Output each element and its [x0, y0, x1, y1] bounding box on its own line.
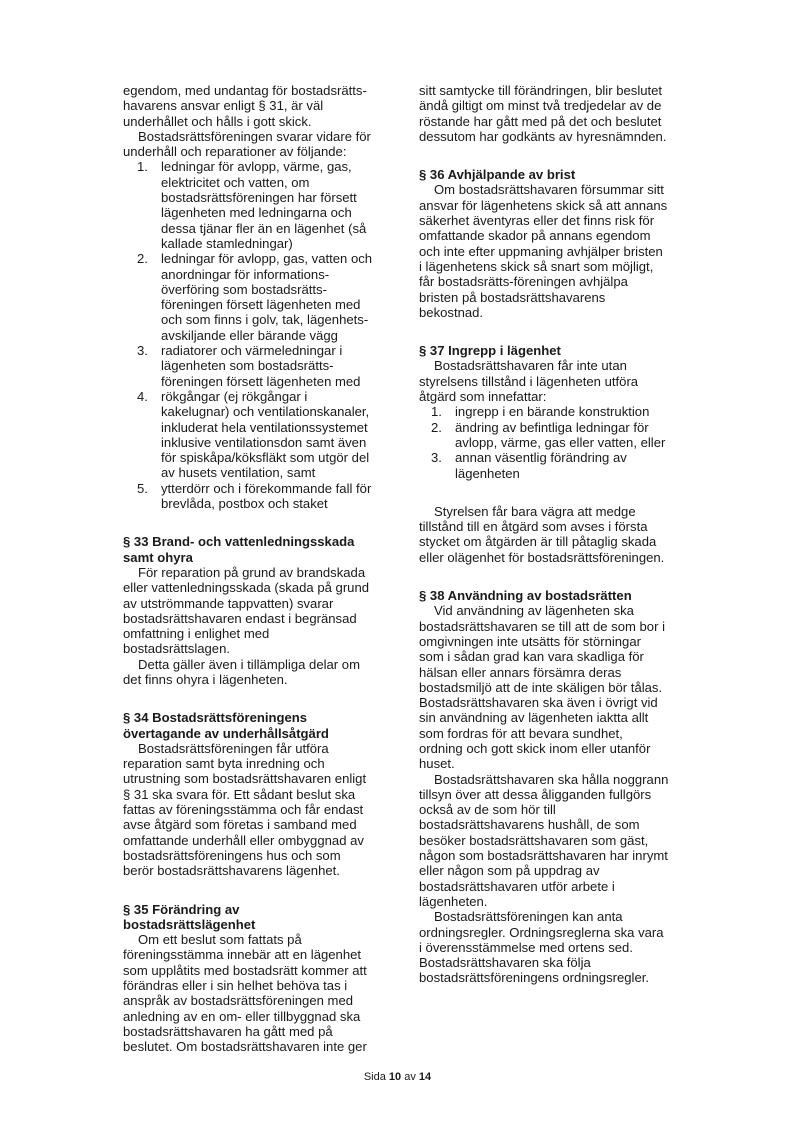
- page-label: Sida: [363, 1071, 386, 1083]
- list-item: [123, 389, 373, 481]
- section-heading-33: § 33 Brand- och vattenledningsskada samt ohyra: [123, 534, 355, 565]
- paragraph: För reparation på grund av brandskada eller vattenledningsskada (skada på grund av utströmmande tappvatten) svarar bostadsrättshavaren endast i begränsad omfattning i enlighet med bostadsrättslagen.: [123, 564, 370, 657]
- section-heading-34: § 34 Bostadsrättsföreningens övertagande av underhållsåtgärd: [123, 710, 329, 741]
- list-item: [123, 159, 373, 251]
- paragraph: Vid användning av lägenheten ska bostadsrättshavaren se till att de som bor i omgivningen inte utsätts för störningar som i sådan grad kan vara skadliga för hälsan eller annars försämra deras bostadsmiljö att de inte skäligen bör tålas. Bostadsrättshavaren ska även i övrigt vid sin användning av lägenheten iaktta allt som fordras för att bevara sundhet, ordning och gott skick inom eller utanför huset.: [419, 603, 665, 772]
- list-item: [419, 404, 669, 419]
- list-item: [123, 481, 373, 512]
- list-text: annan väsentlig förändring av lägenheten: [455, 450, 627, 481]
- list-number: 5.: [137, 480, 148, 496]
- paragraph: Om bostadsrättshavaren försummar sitt ansvar för lägenhetens skick så att annans säkerhet äventyras eller det finns risk för omfattande skador på annans egendom och inte efter uppmaning avhjälper bristen i lägenhetens skick så snart som möjligt, får bostadsrätts-föreningen avhjälpa bristen på bostadsrättshavarens bekostnad.: [419, 182, 668, 320]
- paragraph: Detta gäller även i tillämpliga delar om det finns ohyra i lägenheten.: [123, 656, 360, 687]
- paragraph: Bostadsrättshavaren får inte utan styrelsens tillstånd i lägenheten utföra åtgärd som innefattar:: [419, 358, 639, 405]
- paragraph: Bostadsrättsföreningen svarar vidare för underhåll och reparationer av följande:: [123, 128, 371, 160]
- intervention-list: [419, 404, 669, 480]
- list-item: [123, 343, 373, 389]
- paragraph: Bostadsrättsföreningen kan anta ordningsregler. Ordningsreglerna ska vara i överensstämmelse med ortens sed. Bostadsrättshavaren ska följa bostadsrättsföreningens ordningsregler.: [419, 909, 664, 986]
- list-number: 4.: [137, 388, 148, 404]
- list-text: ytterdörr och i förekommande fall för brevlåda, postbox och staket: [161, 480, 372, 512]
- paragraph: sitt samtycke till förändringen, blir beslutet ändå giltigt om minst två tredjedelar av de röstande har gått med på det och beslutet dessutom har godkänts av hyresnämnden.: [419, 83, 667, 144]
- current-page-number: 10: [388, 1071, 402, 1083]
- list-text: rökgångar (ej rökgångar i kakelugnar) och ventilationskanaler, inkluderat hela ventilationssystemet inklusive ventilationsdon samt även för spiskåpa/köksfläkt som utgör del av husets ventilation, samt: [161, 388, 370, 481]
- page-footer: [0, 1071, 795, 1083]
- list-number: 3.: [431, 450, 442, 466]
- paragraph: Bostadsrättsföreningen får utföra reparation samt byta inredning och utrustning som bostadsrättshavaren enligt § 31 ska svara för. Ett sådant beslut ska fattas av föreningsstämma och får endast avse åtgärd som företas i samband med omfattande underhåll eller ombyggnad av bostadsrättsföreningens hus och som berör bostadsrättshavarens lägenhet.: [123, 740, 367, 879]
- section-heading-37: § 37 Ingrepp i lägenhet: [419, 343, 561, 359]
- list-item: [419, 450, 669, 481]
- total-pages-number: 14: [418, 1071, 432, 1083]
- maintenance-list: [123, 159, 373, 511]
- right-column: [419, 83, 669, 986]
- list-text: ändring av befintliga ledningar för avlopp, värme, gas eller vatten, eller: [455, 419, 666, 450]
- list-text: ingrepp i en bärande konstruktion: [455, 404, 650, 420]
- list-number: 1.: [137, 159, 148, 175]
- paragraph: Styrelsen får bara vägra att medge tillstånd till en åtgärd som avses i första stycket om åtgärden är till påtaglig skada eller olägenhet för bostadsrättsföreningen.: [419, 503, 665, 565]
- list-text: ledningar för avlopp, gas, vatten och anordningar för informations-överföring som bostadsrätts-föreningen försett lägenheten med och som finns i golv, tak, lägenhets-avskiljande eller bärande vägg: [161, 251, 373, 343]
- page-of-label: av: [404, 1071, 416, 1083]
- list-number: 1.: [431, 404, 442, 420]
- list-text: ledningar för avlopp, värme, gas, elektricitet och vatten, om bostadsrättsföreningen har försett lägenheten med ledningarna och dessa tjänar fler än en lägenhet (så kallade stamledningar): [161, 159, 367, 251]
- left-column: [123, 83, 373, 1055]
- list-item: [419, 420, 669, 451]
- section-heading-36: § 36 Avhjälpande av brist: [419, 167, 576, 183]
- paragraph: Om ett beslut som fattats på föreningsstämma innebär att en lägenhet som upplåtits med bostadsrätt kommer att förändras eller i sin helhet behöva tas i anspråk av bostadsrättsföreningen med anledning av en om- eller tillbyggnad ska bostadsrättshavaren ha gått med på beslutet. Om bostadsrättshavaren inte ger: [123, 932, 367, 1055]
- list-number: 2.: [431, 419, 442, 435]
- list-text: radiatorer och värmeledningar i lägenheten som bostadsrätts-föreningen försett lägenheten med: [161, 343, 361, 389]
- list-number: 2.: [137, 251, 148, 267]
- paragraph: egendom, med undantag för bostadsrätts-havarens ansvar enligt § 31, är väl underhållet och hålls i gott skick.: [123, 83, 367, 129]
- paragraph: Bostadsrättshavaren ska hålla noggrann tillsyn över att dessa åligganden fullgörs också av de som hör till bostadsrättshavarens hushåll, de som besöker bostadsrättshavaren som gäst, någon som bostadsrättshavaren har inrymt eller någon som på uppdrag av bostadsrättshavaren utför arbete i lägenheten.: [419, 771, 669, 909]
- section-heading-38: § 38 Användning av bostadsrätten: [419, 588, 632, 604]
- list-item: [123, 251, 373, 343]
- section-heading-35: § 35 Förändring av bostadsrättslägenhet: [123, 901, 256, 932]
- list-number: 3.: [137, 343, 148, 359]
